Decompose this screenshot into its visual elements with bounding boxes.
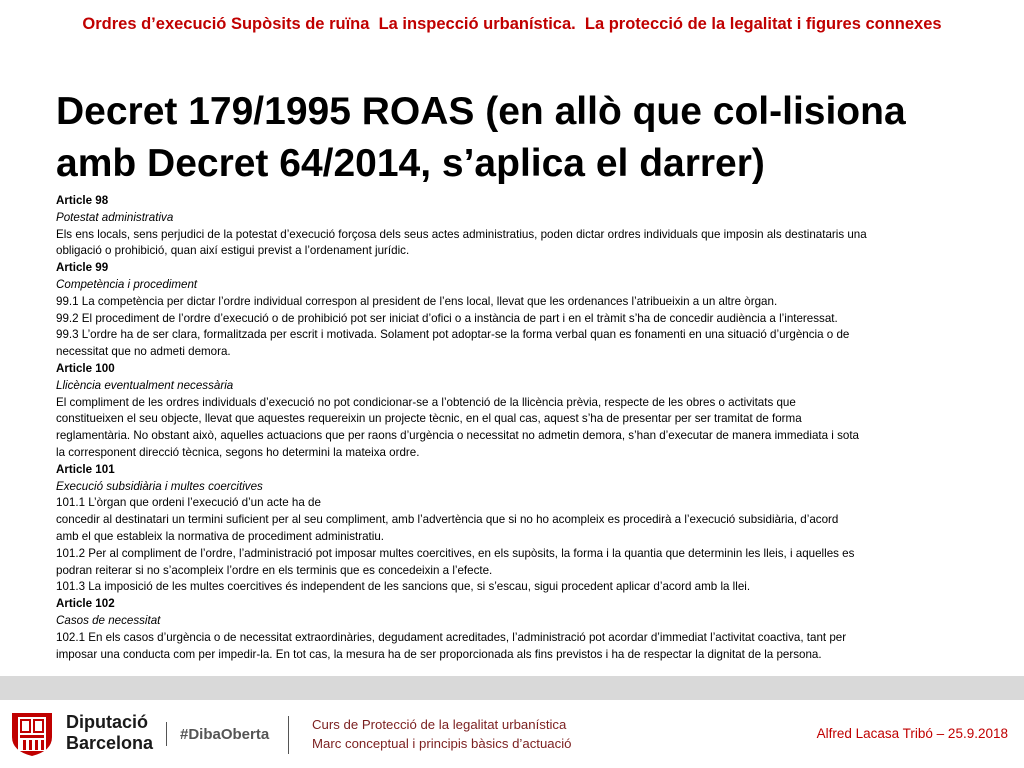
article-text-line: la corresponent direcció tècnica, segons ho determini la mateixa ordre. (56, 445, 420, 459)
organization-name-line-1: Diputació (66, 712, 149, 732)
article-heading: Article 99 (56, 261, 109, 275)
slide-footer (0, 700, 1024, 768)
course-title: Curs de Protecció de la legalitat urbanística (312, 717, 567, 732)
article-text-line: constitueixen el seu objecte, llevat que aquestes requereixin un projecte tècnic, en el qual cas, aquest s’ha de presentar per ser tramitat de forma (56, 412, 802, 426)
article-text-line: Els ens locals, sens perjudici de la potestat d’execució forçosa dels seus actes administratius, poden dictar ordres individuals que imposin als destinataris una (56, 227, 867, 241)
article-heading: Article 101 (56, 462, 115, 476)
article-text-line: obligació o prohibició, quan així estigui previst a l’ordenament jurídic. (56, 244, 410, 258)
author-date: Alfred Lacasa Tribó – 25.9.2018 (816, 726, 1008, 741)
article-heading: Article 102 (56, 597, 115, 611)
article-text-line: 99.2 El procediment de l’ordre d’execució o de prohibició pot ser iniciat d’ofici o a instància de part i en el tràmit s’ha de concedir audiència a l’interessat. (56, 311, 838, 325)
article-text-line: El compliment de les ordres individuals d’execució no pot condicionar-se a l’obtenció de la llicència prèvia, respecte de les obres o activitats que (56, 395, 796, 409)
article-heading: Article 98 (56, 194, 109, 207)
footer-separator-band (0, 676, 1024, 700)
article-text-line: amb el que estableix la normativa de procediment administratiu. (56, 529, 385, 543)
article-heading: Article 100 (56, 361, 115, 375)
article-text-line: 101.1 L’òrgan que ordeni l’execució d’un acte ha de (56, 496, 321, 510)
article-text-line: concedir al destinatari un termini suficient per al seu compliment, amb l’advertència que si no ho acompleix es procedirà a l’execució subsidiària, d’acord (56, 513, 839, 527)
hashtag-label: #DibaOberta (180, 726, 270, 743)
article-text-line: 101.3 La imposició de les multes coercitives és independent de les sancions que, si s’escau, sigui procedent aplicar d’acord amb la llei. (56, 580, 751, 594)
organization-name-line-2: Barcelona (66, 733, 154, 753)
slide-headline (56, 86, 1006, 190)
article-text-line: reglamentària. No obstant això, aquelles actuacions que per raons d’urgència o necessitat no admetin demora, s’han d’executar de manera immediata i sota (56, 429, 860, 443)
headline-line-1: Decret 179/1995 ROAS (en allò que col-lisiona (56, 90, 906, 133)
organization-name (66, 712, 153, 754)
article-subtitle: Competència i procediment (56, 277, 198, 291)
article-text-line: 102.1 En els casos d’urgència o de necessitat extraordinàries, degudament acreditades, l’administració pot acordar d’immediat l’activitat coactiva, tant per (56, 630, 847, 644)
article-text-line: 99.1 La competència per dictar l’ordre individual correspon al president de l’ens local, llevat que les ordenances l’atribueixin a un altre òrgan. (56, 294, 778, 308)
article-subtitle: Execució subsidiària i multes coercitives (56, 479, 263, 493)
article-subtitle: Potestat administrativa (56, 210, 174, 224)
slide-header (0, 0, 1024, 48)
article-text-line: 101.2 Per al compliment de l’ordre, l’administració pot imposar multes coercitives, en els supòsits, la forma i la quantia que determinin les lleis, i aquelles es (56, 546, 855, 560)
article-text-line: 99.3 L’ordre ha de ser clara, formalitzada per escrit i motivada. Solament pot adoptar-se la forma verbal quan es fonamenti en una situació d’urgència o de (56, 328, 850, 342)
article-text-line: necessitat que no admeti demora. (56, 345, 231, 359)
article-body (56, 193, 976, 663)
course-info (312, 715, 571, 753)
article-subtitle: Casos de necessitat (56, 613, 161, 627)
course-subtitle: Marc conceptual i principis bàsics d’actuació (312, 736, 572, 751)
slide-header-title: Ordres d’execució Supòsits de ruïna La inspecció urbanística. La protecció de la legalitat i figures connexes (82, 15, 942, 33)
diputacio-barcelona-shield-icon (10, 711, 54, 757)
article-subtitle: Llicència eventualment necessària (56, 378, 234, 392)
headline-line-2: amb Decret 64/2014, s’aplica el darrer) (56, 142, 765, 185)
footer-bracket-divider (288, 716, 289, 754)
article-text-line: podran reiterar si no s’acompleix l’ordre en els terminis que es concedeixin a l’efecte. (56, 563, 493, 577)
article-text-line: imposar una conducta com per impedir-la. En tot cas, la mesura ha de ser proporcionada als fins previstos i ha de respectar la dignitat de la persona. (56, 647, 822, 661)
footer-divider (166, 722, 167, 746)
